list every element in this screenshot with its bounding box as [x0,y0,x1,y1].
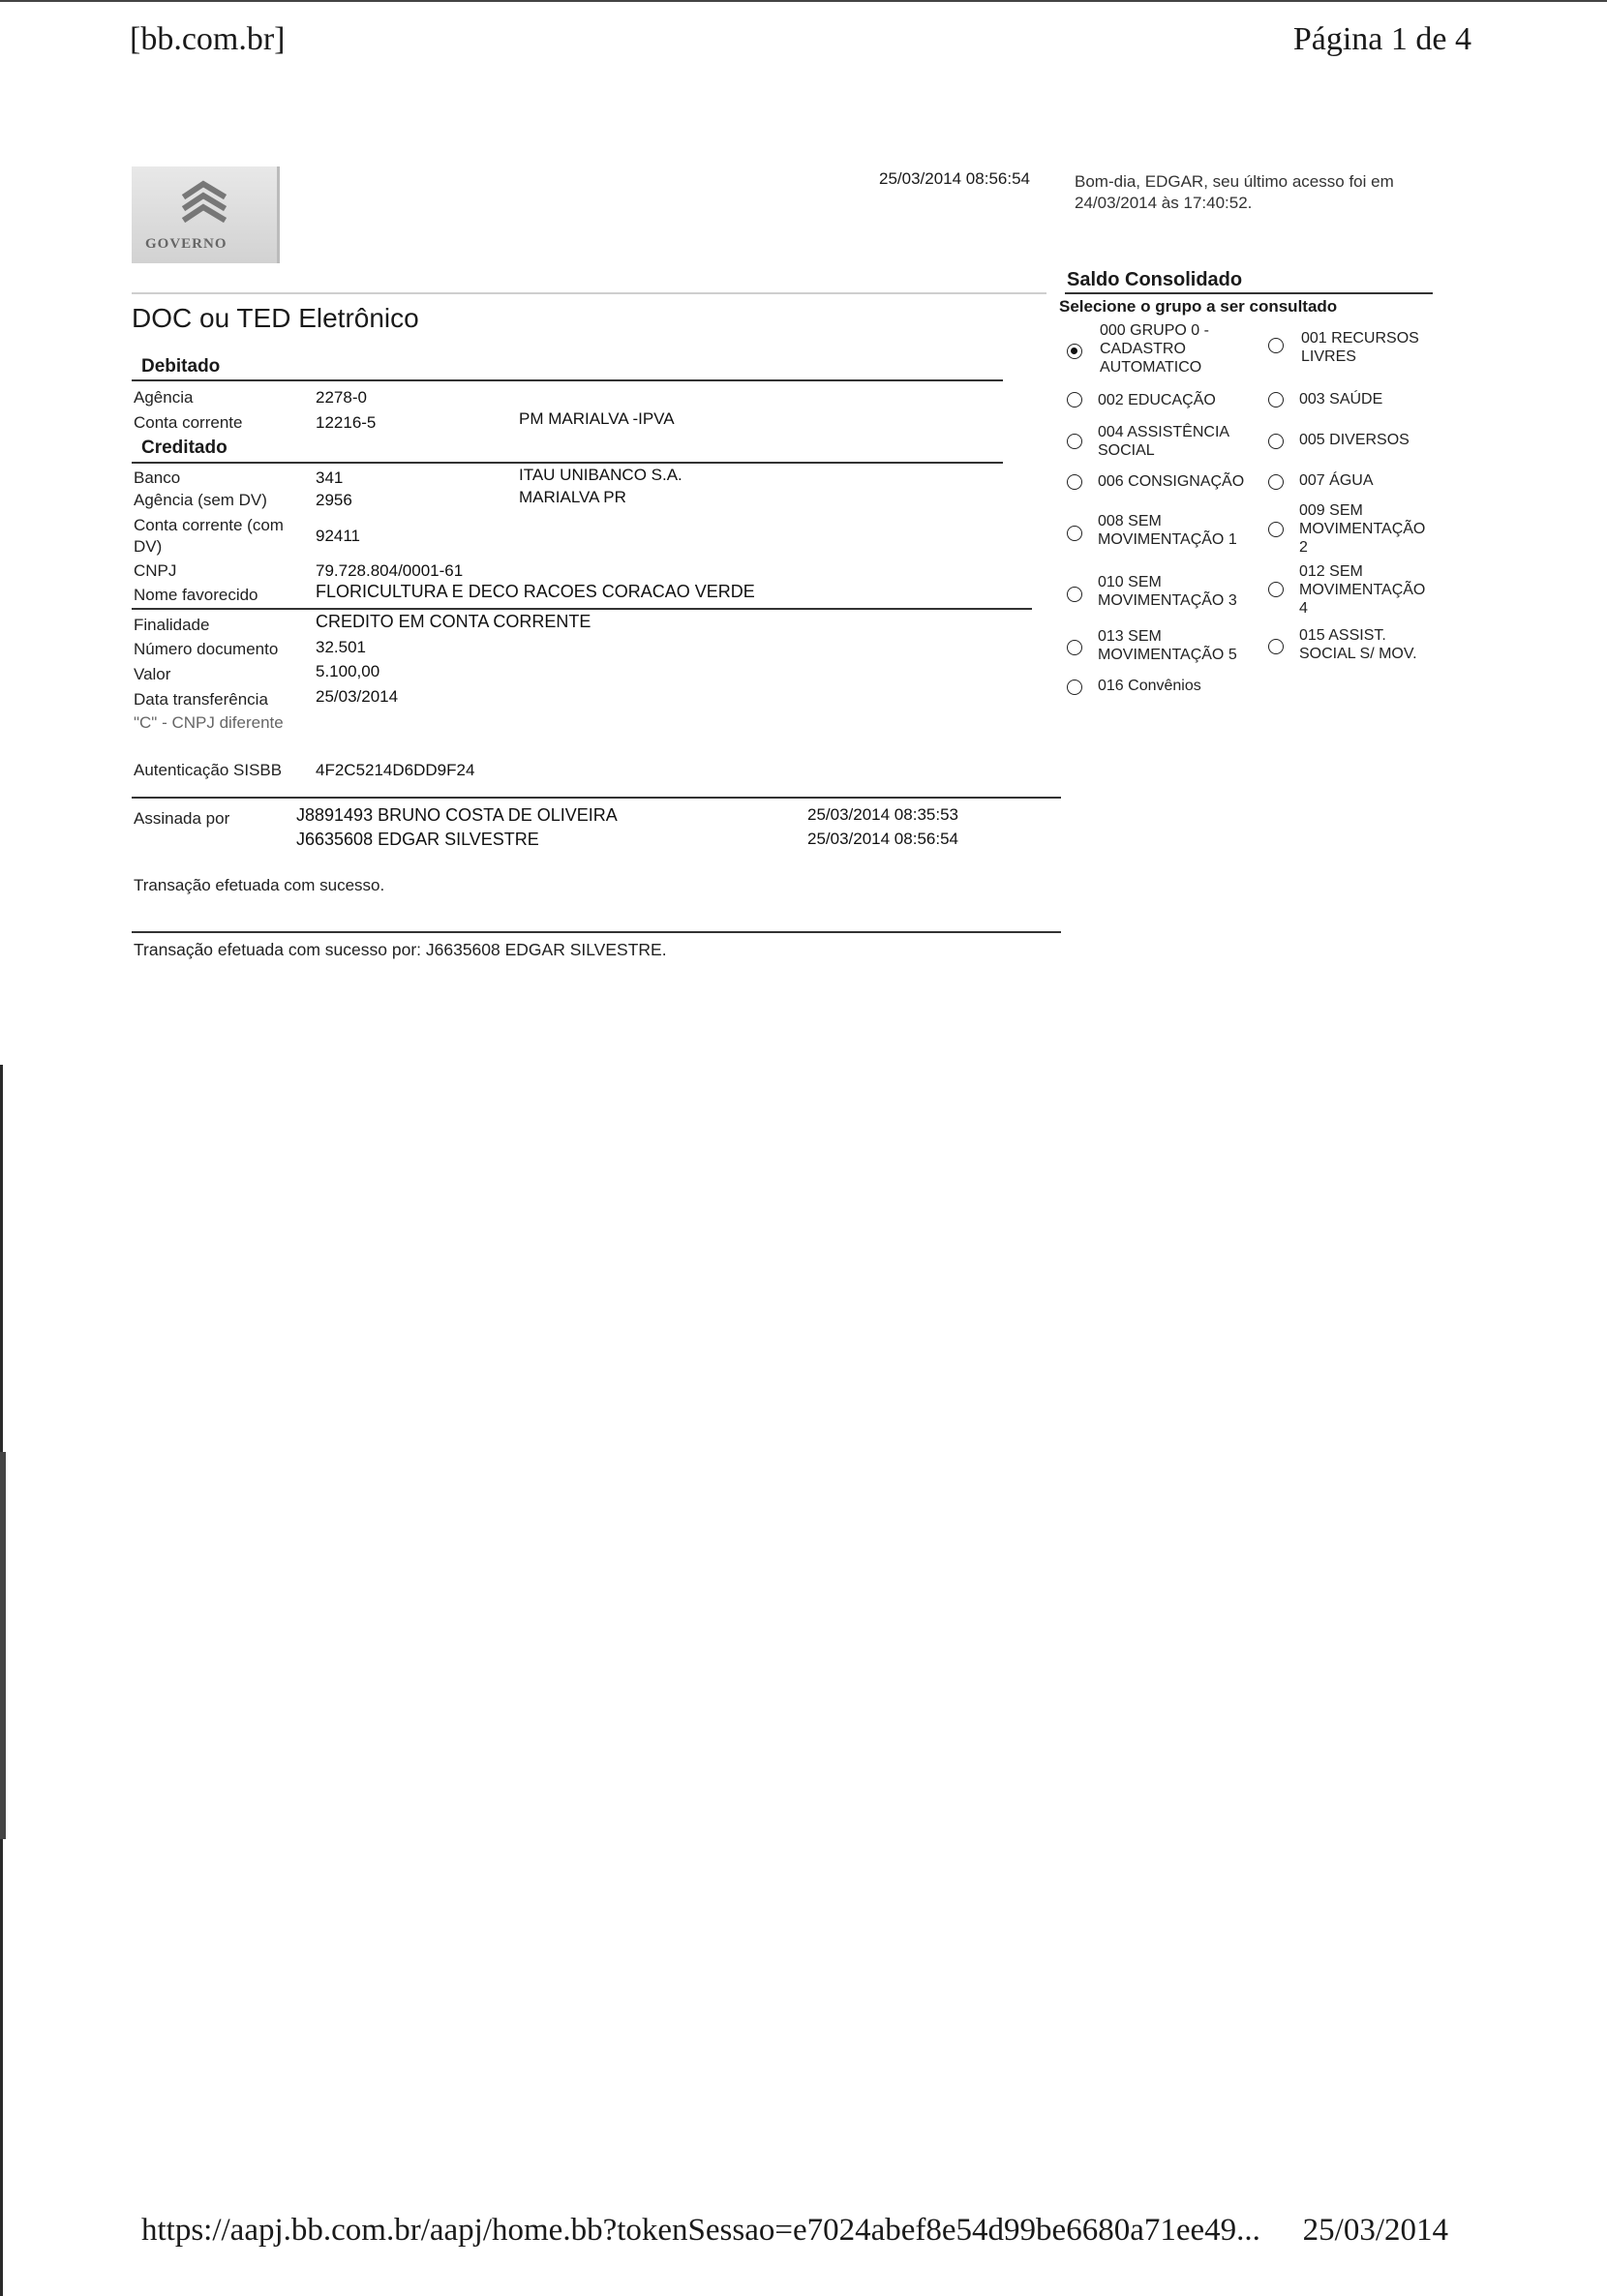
radio-grupo-004[interactable] [1067,434,1082,449]
header-divider [132,292,1046,294]
finalidade-label: Finalidade [134,616,210,634]
signer-2: J6635608 EDGAR SILVESTRE [296,830,539,849]
finalidade-value: CREDITO EM CONTA CORRENTE [316,612,591,631]
scan-edge-left-dark [0,1452,6,1839]
autenticacao-value: 4F2C5214D6DD9F24 [316,761,475,779]
radio-grupo-002[interactable] [1067,392,1082,408]
favorecido-label: Nome favorecido [134,586,258,604]
conta-com-dv-label-1: Conta corrente (com [134,516,284,534]
assinada-por-label: Assinada por [134,809,230,828]
option-label-016[interactable]: 016 Convênios [1098,678,1201,694]
radio-grupo-016[interactable] [1067,680,1082,695]
conta-label: Conta corrente [134,413,243,432]
option-label-005[interactable]: 005 DIVERSOS [1299,432,1410,448]
assinatura-rule [132,797,1061,799]
session-greeting: Bom-dia, EDGAR, seu último acesso foi em 24/03/2014 às 17:40:52. [1075,172,1394,212]
option-label-004[interactable]: 004 ASSISTÊNCIA SOCIAL [1098,424,1230,459]
banco-label: Banco [134,468,181,487]
data-transferencia-value: 25/03/2014 [316,687,399,706]
scan-edge-top [0,0,1607,2]
creditado-rule [132,462,1003,464]
numero-documento-label: Número documento [134,640,279,658]
cnpj-label: CNPJ [134,561,177,580]
radio-grupo-013[interactable] [1067,640,1082,655]
option-label-008[interactable]: 008 SEM MOVIMENTAÇÃO 1 [1098,513,1237,548]
conta-com-dv-label-2: DV) [134,537,163,556]
conta-value: 12216-5 [316,413,377,432]
conta-com-dv-value: 92411 [316,527,361,545]
saldo-title: Saldo Consolidado [1067,269,1243,290]
detalhes-rule [132,608,1032,610]
print-header-site: [bb.com.br] [130,21,286,57]
radio-grupo-015[interactable] [1268,639,1284,654]
agencia-city: MARIALVA PR [519,488,626,506]
option-label-009[interactable]: 009 SEM MOVIMENTAÇÃO 2 [1299,502,1426,556]
status-message: Transação efetuada com sucesso. [134,876,385,894]
radio-grupo-008[interactable] [1067,526,1082,541]
option-label-007[interactable]: 007 ÁGUA [1299,472,1374,489]
radio-grupo-001[interactable] [1268,338,1284,353]
radio-grupo-005[interactable] [1268,434,1284,449]
agencia-sem-dv-value: 2956 [316,491,352,509]
banco-value: 341 [316,468,344,487]
agencia-value: 2278-0 [316,388,367,407]
radio-grupo-010[interactable] [1067,587,1082,602]
radio-grupo-009[interactable] [1268,522,1284,537]
bb-logo-icon [178,178,230,230]
option-label-013[interactable]: 013 SEM MOVIMENTAÇÃO 5 [1098,628,1237,663]
signer-1-time: 25/03/2014 08:35:53 [807,805,958,824]
option-label-006[interactable]: 006 CONSIGNAÇÃO [1098,473,1245,490]
banco-name: ITAU UNIBANCO S.A. [519,466,682,484]
page-title: DOC ou TED Eletrônico [132,303,419,333]
option-label-003[interactable]: 003 SAÚDE [1299,391,1383,408]
option-label-000[interactable]: 000 GRUPO 0 - CADASTRO AUTOMATICO [1100,322,1209,376]
session-timestamp: 25/03/2014 08:56:54 [879,169,1030,188]
signer-2-time: 25/03/2014 08:56:54 [807,830,958,848]
radio-grupo-003[interactable] [1268,392,1284,408]
autenticacao-label: Autenticação SISBB [134,761,283,779]
radio-grupo-006[interactable] [1067,474,1082,490]
option-label-015[interactable]: 015 ASSIST. SOCIAL S/ MOV. [1299,627,1417,662]
valor-label: Valor [134,665,171,683]
logo-text: GOVERNO [145,236,227,252]
saldo-rule [1065,292,1433,294]
option-label-012[interactable]: 012 SEM MOVIMENTAÇÃO 4 [1299,563,1426,617]
bb-logo[interactable] [132,166,280,263]
cnpj-note: "C" - CNPJ diferente [134,713,284,732]
option-label-001[interactable]: 001 RECURSOS LIVRES [1301,330,1419,365]
option-label-002[interactable]: 002 EDUCAÇÃO [1098,392,1216,408]
agencia-sem-dv-label: Agência (sem DV) [134,491,267,509]
valor-value: 5.100,00 [316,662,380,680]
print-header-page: Página 1 de 4 [1292,21,1471,57]
radio-grupo-012[interactable] [1268,582,1284,597]
favorecido-value: FLORICULTURA E DECO RACOES CORACAO VERDE [316,582,755,601]
agencia-label: Agência [134,388,194,407]
status-message-detail: Transação efetuada com sucesso por: J6635608 EDGAR SILVESTRE. [134,940,667,959]
data-transferencia-label: Data transferência [134,690,268,709]
cnpj-value: 79.728.804/0001-61 [316,561,464,580]
radio-grupo-007[interactable] [1268,474,1284,490]
conta-titular: PM MARIALVA -IPVA [519,409,675,428]
numero-documento-value: 32.501 [316,638,366,656]
debitado-rule [132,379,1003,381]
saldo-subtitle: Selecione o grupo a ser consultado [1059,297,1338,316]
status-rule [132,931,1061,933]
signer-1: J8891493 BRUNO COSTA DE OLIVEIRA [296,805,618,825]
debitado-heading: Debitado [141,356,221,377]
print-footer-url: https://aapj.bb.com.br/aapj/home.bb?tokenSessao=e7024abef8e54d99be6680a71ee49... [141,2213,1260,2248]
print-footer-date: 25/03/2014 [1302,2213,1448,2248]
creditado-heading: Creditado [141,438,227,458]
radio-grupo-000[interactable] [1067,344,1082,359]
option-label-010[interactable]: 010 SEM MOVIMENTAÇÃO 3 [1098,574,1237,609]
